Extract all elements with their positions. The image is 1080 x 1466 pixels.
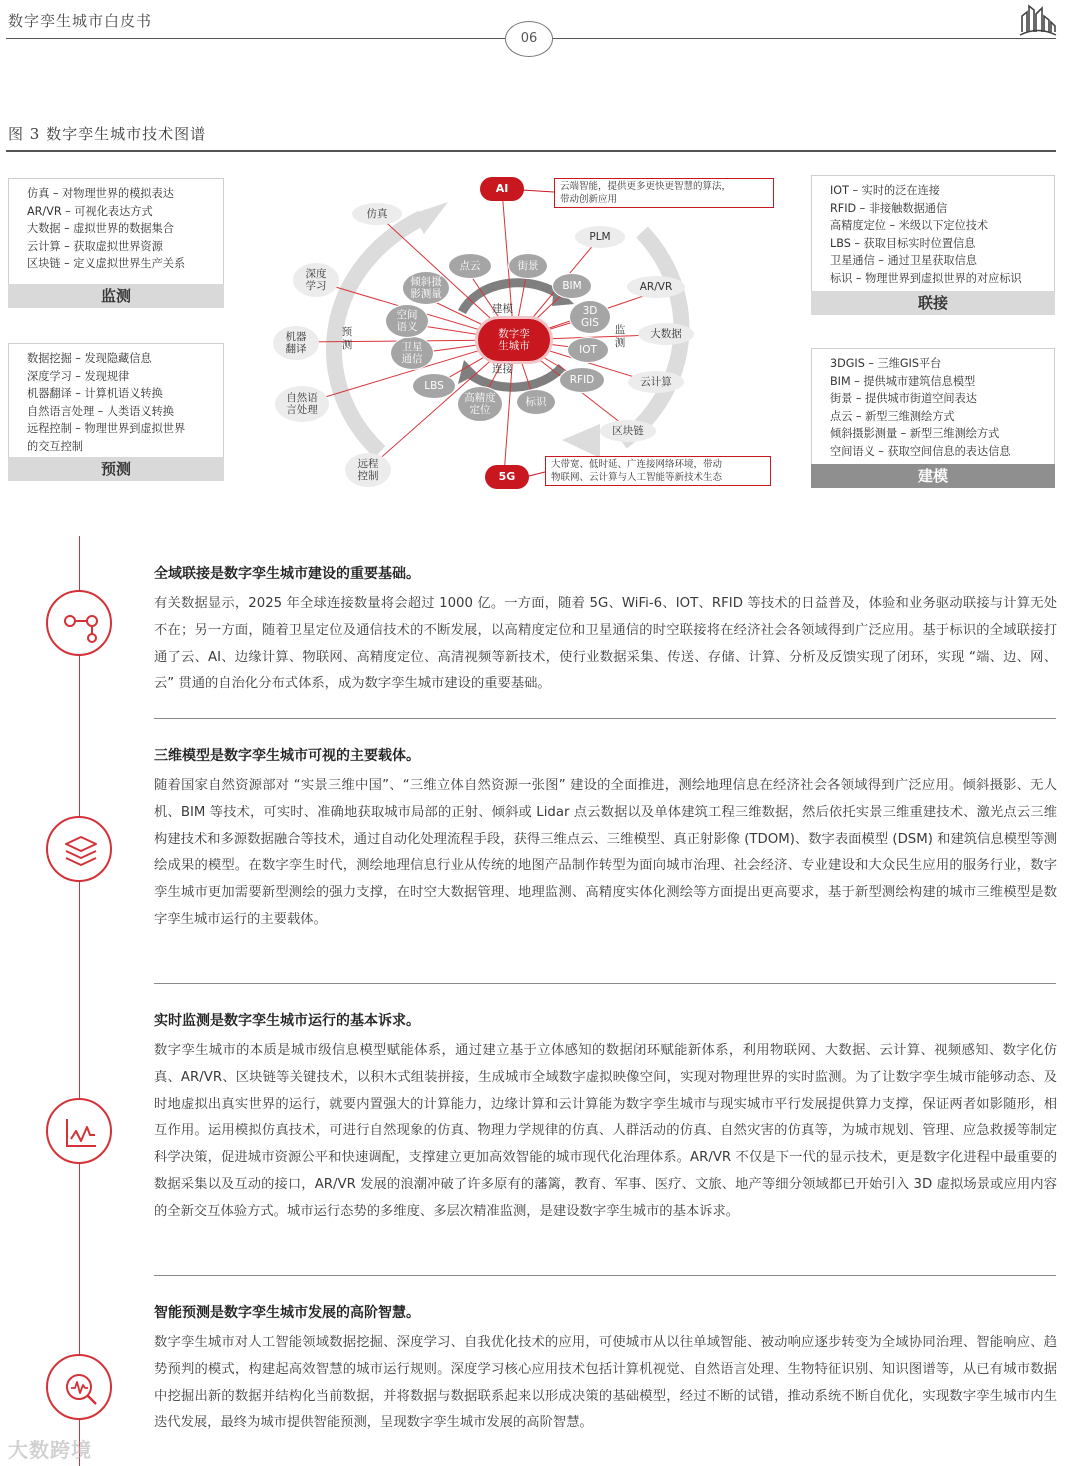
list-item: AR/VR – 可视化表达方式 bbox=[27, 204, 153, 218]
list-item: BIM – 提供城市建筑信息模型 bbox=[830, 374, 976, 388]
list-item: 空间语义 – 获取空间信息的表达信息 bbox=[830, 444, 1011, 458]
list-item: 倾斜摄影测量 – 新型三维测绘方式 bbox=[830, 427, 1000, 441]
tech-map-diagram bbox=[262, 172, 782, 494]
label-monitor-char2: 测 bbox=[614, 337, 626, 349]
list-item: 3DGIS – 三维GIS平台 bbox=[830, 357, 942, 370]
section-heading: 全域联接是数字孪生城市建设的重要基础。 bbox=[154, 566, 420, 582]
node-qingxie-line1: 倾斜摄 bbox=[410, 276, 442, 288]
section-body: 随着国家自然资源部对 “实景三维中国”、“三维立体自然资源一张图” 建设的全面推进，测绘地理信息在经济社会各领域得到广泛应用。倾斜摄影、无人机、BIM 等技术，可实时、准确地获取城市局部的正射、倾斜或 Lidar 点云数据以及单体建筑工程三维数据，然后依托实景三维重建技术、激光点云三维构建技术和多源数据融合等技术，通过自动化处理流程手段，获得三维点云、三维模型、真正射影像 (TDOM)、数字表面模型 (DSM) 和建筑信息模型等测绘成果的模型。在数字孪生时代，测绘地理信息行业从传统的地图产品制作转型为面向城市治理、社会经济、专业建设和大众民生应用的服务行业，数字孪生城市更加需要新型测绘的强力支撑，在时空大数据管理、地理监测、高精度实体化测绘等方面提出更高要求，基于新型测绘构建的城市三维模型是数字孪生城市运行的主要载体。 bbox=[154, 778, 1057, 927]
node-fangzhen: 仿真 bbox=[352, 203, 402, 225]
5g-node: 5G bbox=[485, 465, 529, 489]
node-jiejing: 街景 bbox=[508, 253, 548, 279]
ai-callout-line2: 带动创新应用 bbox=[560, 194, 618, 205]
node-bim: BIM bbox=[552, 273, 592, 299]
center-label-line2: 生城市 bbox=[498, 340, 530, 352]
list-item: 深度学习 – 发现规律 bbox=[27, 369, 130, 383]
connection-icon bbox=[46, 590, 112, 656]
watermark: 大数跨境 bbox=[8, 1438, 92, 1462]
node-yuancheng-line2: 控制 bbox=[357, 470, 379, 482]
node-gaojingdu bbox=[457, 386, 503, 422]
section-body: 有关数据显示，2025 年全球连接数量将会超过 1000 亿。一方面，随着 5G、WiFi-6、IOT、RFID 等技术的日益普及，体验和业务驱动联接与计算无处不在；另一方面，随着卫星定位及通信技术的不断发展，以高精度定位和卫星通信的时空联接将在经济社会各领域得到广泛应用。基于标识的全域联接打通了云、AI、边缘计算、物联网、高精度定位、高清视频等新技术，使行业数据采集、传送、存储、计算、分析及反馈实现了闭环，实现 “端、边、网、云” 贯通的自治化分布式体系，成为数字孪生城市建设的重要基础。 bbox=[154, 596, 1057, 692]
node-jiqi-line2: 翻译 bbox=[285, 343, 307, 355]
node-dianyun: 点云 bbox=[448, 253, 492, 279]
node-rfid: RFID bbox=[559, 367, 605, 393]
section-heading: 三维模型是数字孪生城市可视的主要载体。 bbox=[154, 748, 420, 764]
5g-callout-line2: 物联网、云计算与人工智能等新技术生态 bbox=[551, 472, 723, 483]
list-item: 区块链 – 定义虚拟世界生产关系 bbox=[27, 257, 186, 271]
predict-box-title: 预测 bbox=[8, 457, 224, 481]
node-jiqi-line1: 机器 bbox=[285, 331, 307, 343]
label-monitor-char1: 监 bbox=[614, 324, 626, 336]
node-qingxie bbox=[402, 271, 450, 305]
predict-box bbox=[8, 343, 224, 481]
ai-callout bbox=[554, 178, 774, 208]
list-item: 机器翻译 – 计算机语义转换 bbox=[27, 387, 163, 401]
node-weixing-line2: 通信 bbox=[401, 353, 423, 365]
node-iot: IOT bbox=[567, 337, 609, 363]
section-divider bbox=[154, 983, 1056, 984]
node-weixing bbox=[390, 336, 434, 370]
node-ziran-line2: 言处理 bbox=[286, 404, 318, 416]
label-connect: 连接 bbox=[492, 363, 513, 375]
node-shendu-line1: 深度 bbox=[305, 268, 327, 280]
label-predict bbox=[340, 326, 354, 352]
node-arvr: AR/VR bbox=[627, 276, 685, 298]
list-item: 点云 – 新型三维测绘方式 bbox=[830, 409, 955, 423]
node-3dgis-line1: 3D bbox=[582, 305, 598, 317]
list-item: RFID – 非接触数据通信 bbox=[830, 201, 948, 215]
model-box-title: 建模 bbox=[811, 464, 1055, 488]
ai-callout-line1: 云端智能，提供更多更快更智慧的算法， bbox=[560, 181, 732, 192]
list-item: 远程控制 – 物理世界到虚拟世界 bbox=[27, 422, 186, 436]
label-predict-char1: 预 bbox=[341, 326, 353, 338]
list-item: 大数据 – 虚拟世界的数据集合 bbox=[27, 222, 174, 236]
node-qingxie-line2: 影测量 bbox=[410, 288, 442, 300]
section-heading: 智能预测是数字孪生城市发展的高阶智慧。 bbox=[154, 1305, 420, 1321]
5g-callout-line1: 大带宽、低时延、广连接网络环境，带动 bbox=[551, 459, 723, 470]
list-item: LBS – 获取目标实时位置信息 bbox=[830, 236, 976, 250]
connect-box-title: 联接 bbox=[811, 291, 1055, 315]
node-gaojingdu-line2: 定位 bbox=[469, 404, 491, 416]
node-yuancheng bbox=[345, 453, 391, 487]
node-qukuailian: 区块链 bbox=[600, 420, 656, 442]
list-item: 卫星通信 – 通过卫星获取信息 bbox=[830, 254, 977, 268]
list-item: 自然语言处理 – 人类语义转换 bbox=[27, 404, 174, 418]
label-monitor bbox=[613, 324, 627, 350]
layers-icon bbox=[46, 816, 112, 882]
section-divider bbox=[154, 1275, 1056, 1276]
label-model: 建模 bbox=[492, 303, 513, 315]
section-body: 数字孪生城市的本质是城市级信息模型赋能体系，通过建立基于立体感知的数据闭环赋能新体系，利用物联网、大数据、云计算、视频感知、数字化仿真、AR/VR、区块链等关键技术，以积木式组装拼接，生成城市全域数字虚拟映像空间，实现对物理世界的实时监测。为了让数字孪生城市能够动态、及时地虚拟出真实世界的运行，就要内置强大的计算能力，边缘计算和云计算能为数字孪生城市与现实城市平行发展提供算力支撑，保证两者如影随形，相互作用。运用模拟仿真技术，可进行自然现象的仿真、物理力学规律的仿真、人群活动的仿真、自然灾害的仿真等，为城市规划、管理、应急救援等制定科学决策，促进城市资源公平和快速调配，支撑建立更加高效智能的城市现代化治理体系。AR/VR 不仅是下一代的显示技术，更是数字化进程中最重要的数据采集以及互动的接口，AR/VR 发展的浪潮冲破了许多原有的藩篱，教育、军事、医疗、文旅、地产等细分领域都已开始引入 3D 虚拟场景或应用内容的全新交互体验方式。城市运行态势的多维度、多层次精准监测，是建设数字孪生城市的基本诉求。 bbox=[154, 1043, 1057, 1219]
node-ziran bbox=[275, 386, 329, 422]
list-item: 标识 – 物理世界到虚拟世界的对应标识 bbox=[830, 271, 1022, 285]
header-title: 数字孪生城市白皮书 bbox=[8, 12, 153, 30]
node-lbs: LBS bbox=[412, 373, 456, 399]
search-analytics-icon bbox=[46, 1354, 112, 1420]
node-jiqi bbox=[273, 326, 319, 360]
list-item: IOT – 实时的泛在连接 bbox=[830, 184, 940, 197]
node-dashuju: 大数据 bbox=[638, 323, 694, 345]
list-item: 仿真 – 对物理世界的模拟表达 bbox=[27, 187, 174, 200]
section-divider bbox=[154, 718, 1056, 719]
timeline-rule bbox=[79, 536, 80, 1466]
digital-twin-city-center bbox=[475, 316, 553, 364]
list-item: 的交互控制 bbox=[27, 439, 83, 453]
section-body: 数字孪生城市对人工智能领域数据挖掘、深度学习、自我优化技术的应用，可使城市从以往单域智能、被动响应逐步转变为全域协同治理、智能响应、趋势预判的模式，构建起高效智慧的城市运行规则。深度学习核心应用技术包括计算机视觉、自然语言处理、生物特征识别、知识图谱等，从已有城市数据中挖掘出新的数据并结构化当前数据，并将数据与数据联系起来以形成决策的基础模型，经过不断的试错，推动系统不断自优化，实现数字孪生城市内生迭代发展，最终为城市提供智能预测，呈现数字孪生城市发展的高阶智慧。 bbox=[154, 1335, 1057, 1431]
node-biaoshi: 标识 bbox=[516, 389, 556, 415]
activity-chart-icon bbox=[46, 1098, 112, 1164]
node-3dgis-line2: GIS bbox=[581, 317, 599, 329]
center-label-line1: 数字孪 bbox=[498, 328, 530, 340]
connect-box bbox=[811, 175, 1055, 315]
node-yuancheng-line1: 远程 bbox=[357, 458, 379, 470]
label-predict-char2: 测 bbox=[341, 339, 353, 351]
section-heading: 实时监测是数字孪生城市运行的基本诉求。 bbox=[154, 1013, 420, 1029]
node-kongjian bbox=[385, 304, 429, 338]
node-kongjian-line1: 空间 bbox=[396, 309, 418, 321]
node-shendu bbox=[293, 263, 339, 297]
list-item: 云计算 – 获取虚拟世界资源 bbox=[27, 239, 163, 253]
node-kongjian-line2: 语义 bbox=[396, 321, 418, 333]
model-box bbox=[811, 348, 1055, 488]
node-ziran-line1: 自然语 bbox=[286, 392, 318, 404]
figure-rule bbox=[6, 150, 1056, 152]
list-item: 街景 – 提供城市街道空间表达 bbox=[830, 392, 977, 406]
list-item: 数据挖掘 – 发现隐藏信息 bbox=[27, 352, 152, 365]
5g-callout bbox=[545, 456, 771, 486]
node-3dgis bbox=[569, 300, 611, 334]
ai-node: AI bbox=[480, 177, 524, 201]
page-number: 06 bbox=[505, 21, 553, 57]
node-weixing-line1: 卫星 bbox=[401, 341, 423, 353]
node-plm: PLM bbox=[575, 226, 625, 248]
city-logo-icon bbox=[1018, 2, 1058, 40]
list-item: 高精度定位 – 米级以下定位技术 bbox=[830, 219, 989, 233]
monitor-box bbox=[8, 178, 224, 308]
node-shendu-line2: 学习 bbox=[305, 280, 327, 292]
node-gaojingdu-line1: 高精度 bbox=[464, 392, 496, 404]
monitor-box-title: 监测 bbox=[8, 284, 224, 308]
node-yunjisuan: 云计算 bbox=[628, 371, 684, 393]
figure-title: 图 3 数字孪生城市技术图谱 bbox=[8, 125, 207, 143]
